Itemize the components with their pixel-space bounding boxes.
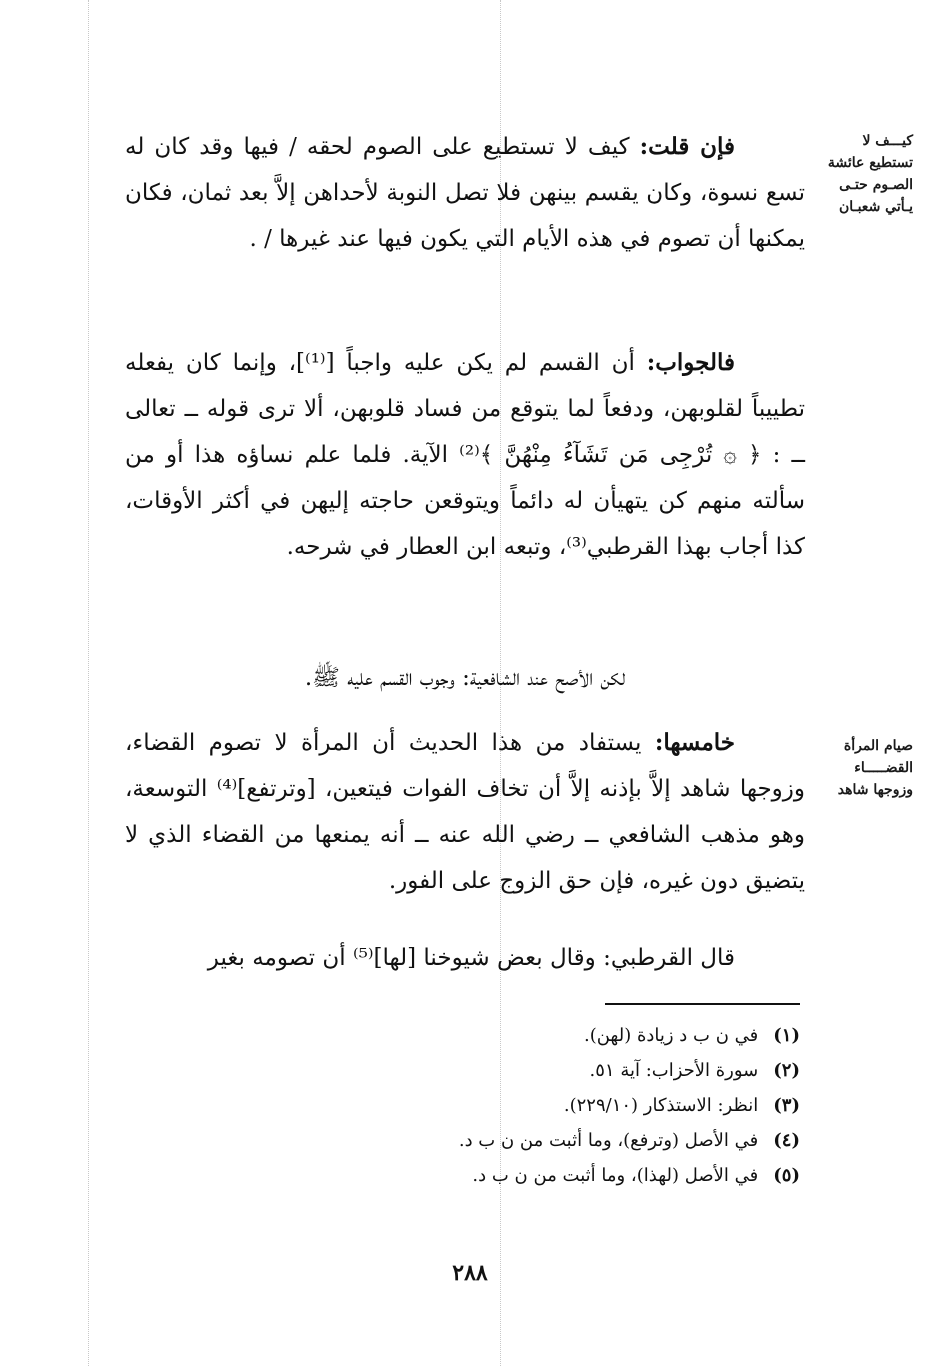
footnote-number: (١): [773, 1025, 800, 1046]
footnotes: [300, 1018, 800, 1193]
footnote-text: سورة الأحزاب: آية ٥١.: [589, 1060, 759, 1081]
footnote-item: [300, 1053, 800, 1088]
footnote-item: [300, 1088, 800, 1123]
page-number: ٢٨٨: [452, 1260, 488, 1286]
footnote-item: [300, 1158, 800, 1193]
footnote-item: [300, 1018, 800, 1053]
footnote-item: [300, 1123, 800, 1158]
scan-guide-line-left: [88, 0, 89, 1366]
footnote-divider: [605, 1003, 800, 1005]
margin-note-line: تستطيع عائشة: [827, 155, 913, 171]
paragraph-fifth-point: [125, 720, 805, 904]
paragraph-question: [125, 124, 805, 262]
margin-note-line: يـأتي شعبـان: [838, 199, 913, 215]
margin-note-line: كيـــف لا: [862, 133, 913, 149]
paragraph-lead: فالجواب:: [646, 349, 736, 376]
footnote-text: في الأصل (لهذا)، وما أثبت من ن ب د.: [472, 1165, 759, 1186]
footnote-number: (٥): [773, 1165, 800, 1186]
margin-note-line: وزوجها شاهد: [837, 782, 913, 798]
paragraph-text: يستفاد من هذا الحديث أن المرأة لا تصوم القضاء، وزوجها شاهد إلاَّ بإذنه إلاَّ أن تخاف الفوات فيتعين، [وترتفع]⁽⁴⁾ التوسعة، وهو مذهب الشافعي ــ رضي الله عنه ــ أنه يمنعها من القضاء الذي لا يتضيق دون غيره، فإن حق الزوج على الفور.: [125, 730, 805, 894]
paragraph-text: لكن الأصح عند الشافعية: وجوب القسم عليه ﷺ.: [304, 665, 626, 691]
paragraph-answer: [125, 340, 805, 570]
paragraph-lead: خامسها:: [654, 729, 735, 756]
paragraph-text: كيف لا تستطيع على الصوم لحقه / فيها وقد كان له تسع نسوة، وكان يقسم بينهن فلا تصل النوبة لأحداهن إلاَّ بعد ثمان، فكان يمكنها أن تصوم في هذه الأيام التي يكون فيها عند غيرها / .: [125, 134, 805, 252]
paragraph-text: أن القسم لم يكن عليه واجباً [⁽¹⁾]، وإنما كان يفعله تطييباً لقلوبهن، ودفعاً لما يتوقع من فساد قلوبهن، ألا ترى قوله ــ تعالى ــ : ﴿ ۞ تُرْجِى مَن تَشَآءُ مِنْهُنَّ ﴾⁽²⁾ الآية. فلما علم نساؤه هذا أو من سألته منهم كن يتهيأن له دائماً ويتوقعن حاجته إليهن في أكثر الأوقات، كذا أجاب بهذا القرطبي⁽³⁾، وتبعه ابن العطار في شرحه.: [125, 350, 806, 560]
margin-note-line: الصـوم حتـى: [839, 177, 913, 193]
footnote-text: في ن ب د زيادة (لهن).: [583, 1025, 759, 1046]
paragraph-shafii-view: [125, 655, 805, 701]
footnote-number: (٢): [773, 1060, 800, 1081]
footnote-text: في الأصل (وترفع)، وما أثبت من ن ب د.: [458, 1130, 759, 1151]
paragraph-text: قال القرطبي: وقال بعض شيوخنا [لها]⁽⁵⁾ أن تصومه بغير: [207, 945, 735, 971]
footnote-number: (٣): [773, 1095, 800, 1116]
paragraph-qurtubi: [125, 935, 805, 981]
margin-note-line: القضـــــاء: [854, 760, 913, 776]
footnote-number: (٤): [773, 1130, 800, 1151]
margin-note-aisha-fasting: [818, 130, 913, 218]
margin-note-line: صيام المرأة: [843, 738, 913, 754]
paragraph-lead: فإن قلت:: [639, 133, 735, 160]
footnote-text: انظر: الاستذكار (٢٢٩/١٠).: [563, 1095, 759, 1116]
margin-note-woman-fasting: [818, 735, 913, 801]
